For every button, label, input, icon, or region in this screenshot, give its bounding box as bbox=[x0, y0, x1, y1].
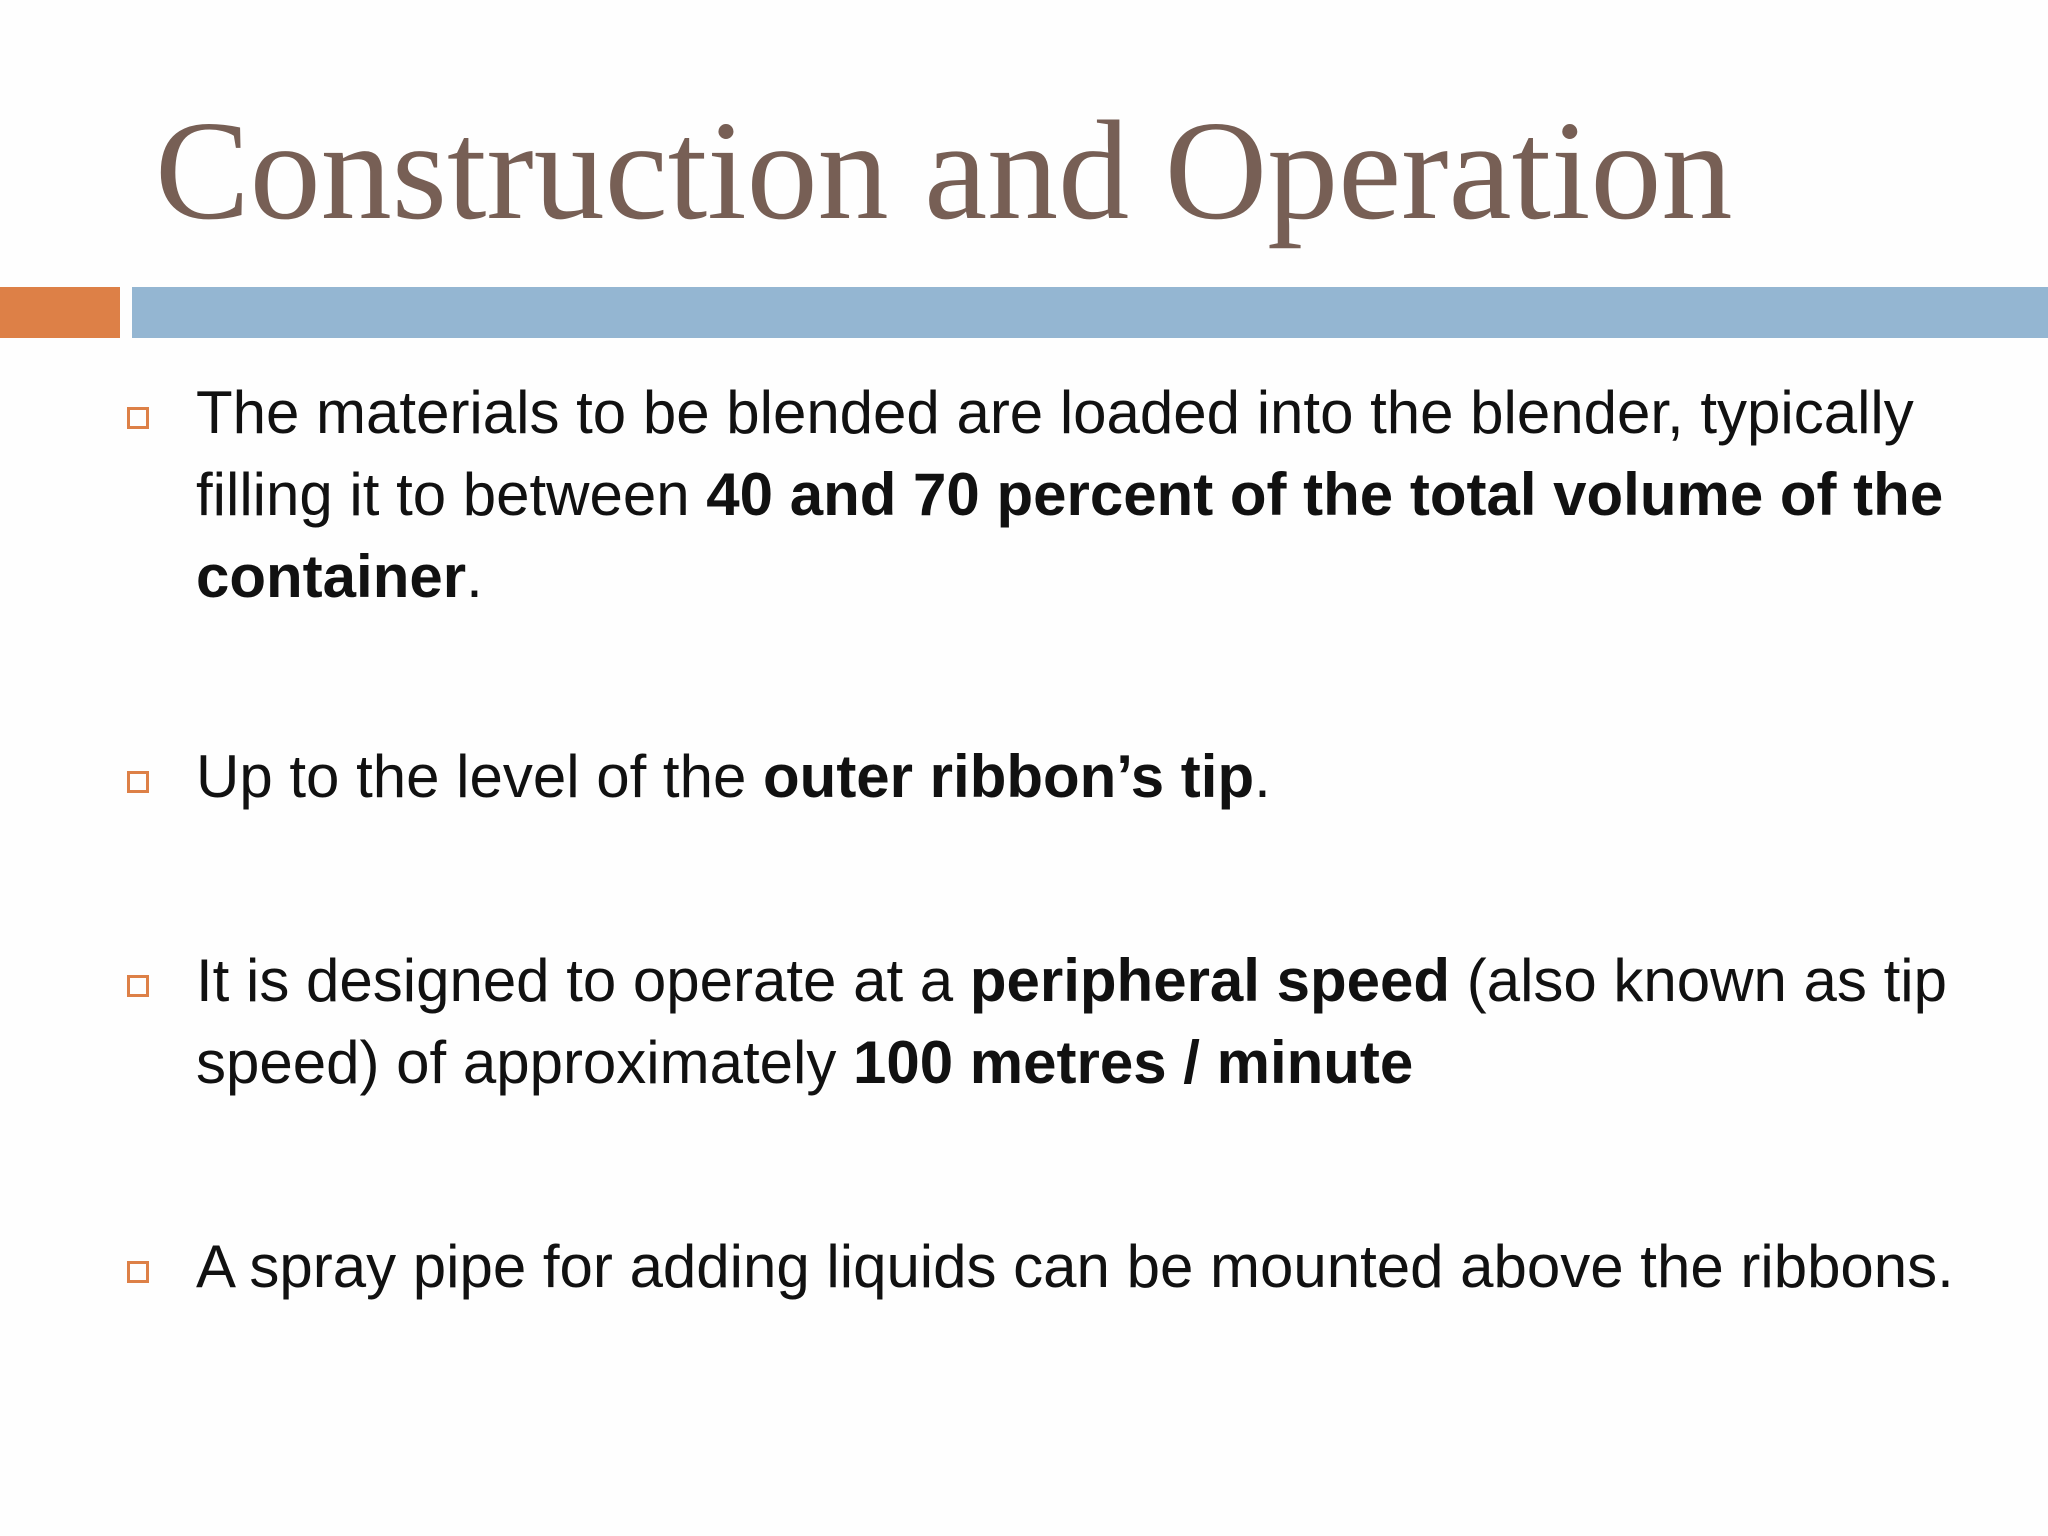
bullet-text: It is designed to operate at a bbox=[196, 947, 970, 1014]
hollow-square-bullet-icon bbox=[127, 1261, 149, 1283]
bullet-text: The materials to be blended are loaded into the blender, typically filling it to between bbox=[196, 379, 1914, 528]
bullet-item-level bbox=[196, 736, 1996, 818]
bullet-text: A spray pipe for adding liquids can be mounted above the ribbons. bbox=[196, 1233, 1954, 1300]
bullet-text: (also known as tip speed) of approximately bbox=[196, 947, 1947, 1096]
bullet-text: Up to the level of the bbox=[196, 743, 764, 810]
hollow-square-bullet-icon bbox=[127, 407, 149, 429]
bullet-item-spray-pipe bbox=[196, 1226, 1996, 1308]
bullet-bold-text: 40 and 70 percent of the total volume of the container bbox=[196, 461, 1944, 610]
bullet-text: . bbox=[466, 543, 483, 610]
bullet-item-loading bbox=[196, 372, 1996, 618]
bullet-item-speed bbox=[196, 940, 1996, 1104]
hollow-square-bullet-icon bbox=[127, 975, 149, 997]
hollow-square-bullet-icon bbox=[127, 771, 149, 793]
bullet-text: . bbox=[1254, 743, 1271, 810]
bullet-bold-text: 100 metres / minute bbox=[853, 1029, 1414, 1096]
slide-title: Construction and Operation bbox=[155, 91, 1733, 249]
bullet-bold-text: outer ribbon’s tip bbox=[763, 743, 1255, 810]
bullet-bold-text: peripheral speed bbox=[969, 947, 1451, 1014]
